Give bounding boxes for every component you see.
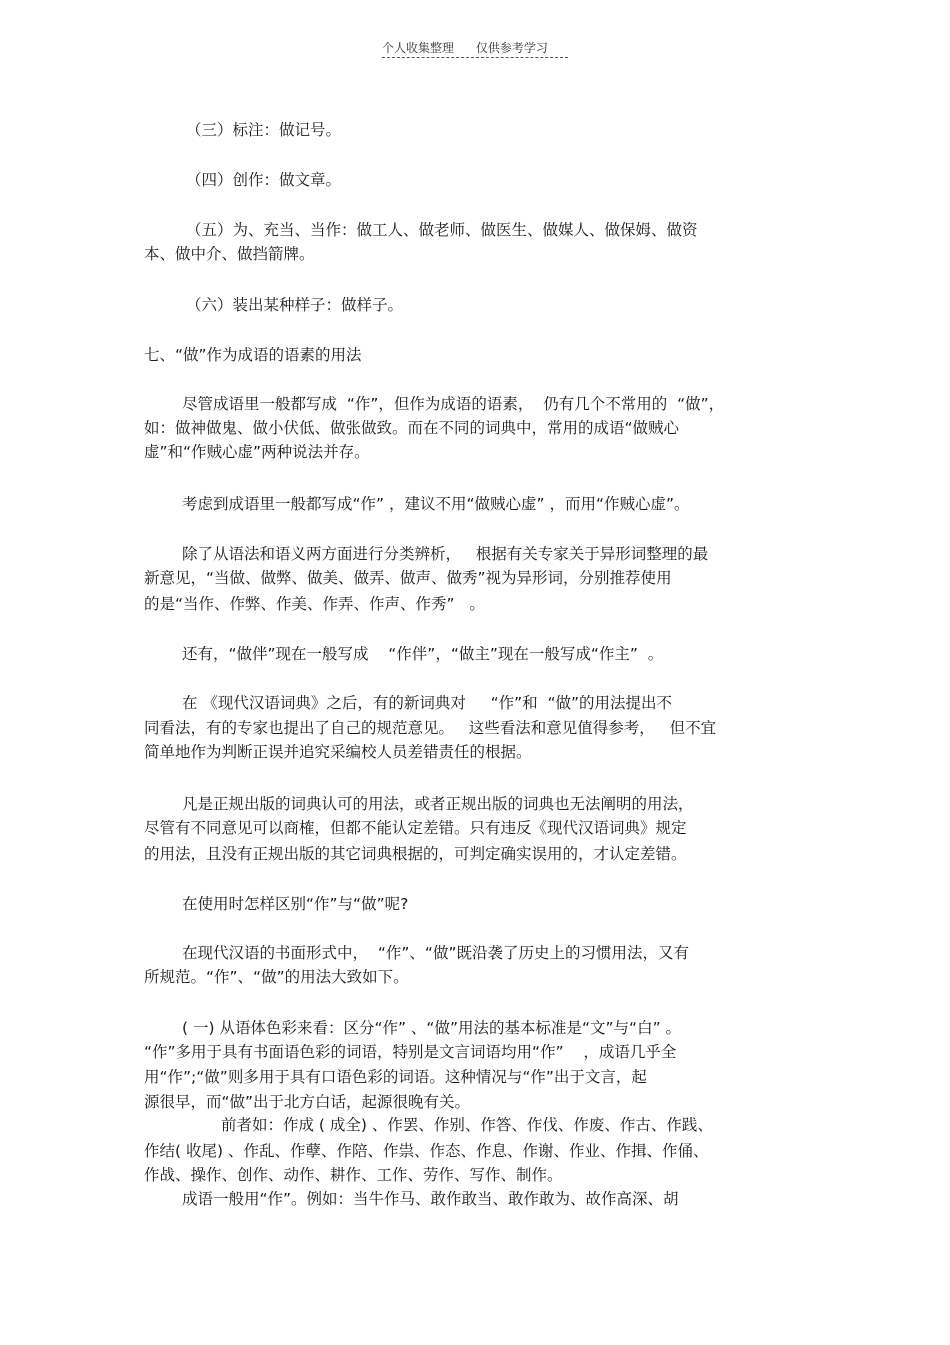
text-line: 的是“当作、作弊、作美、作弄、作声、作秀” 。: [144, 595, 485, 613]
page-header: [382, 40, 568, 58]
text-line: 考虑到成语里一般都写成“作” ，建议不用“做贼心虚” ，而用“作贼心虚”。: [182, 495, 690, 513]
text-line: 作结( 收尾) 、作乱、作孽、作陪、作祟、作态、作息、作谢、作业、作揖、作俑、: [144, 1142, 709, 1160]
text-line: ( 一) 从语体色彩来看：区分“作” 、“做”用法的基本标准是“文”与“白” 。: [182, 1019, 682, 1037]
text-line: 在使用时怎样区别“作”与“做”呢?: [182, 895, 409, 913]
text-line: 成语一般用“作”。例如：当牛作马、敢作敢当、敢作敢为、故作高深、胡: [182, 1190, 679, 1208]
text-line: 在 《现代汉语词典》之后，有的新词典对 “作”和 “做”的用法提出不: [182, 694, 673, 712]
text-line: 新意见，“当做、做弊、做美、做弄、做声、做秀”视为异形词，分别推荐使用: [144, 569, 672, 587]
text-line: 在现代汉语的书面形式中， “作”、“做”既沿袭了历史上的习惯用法，又有: [182, 944, 689, 962]
text-line: “作”多用于具有书面语色彩的词语，特别是文言词语均用“作” ，成语几乎全: [144, 1043, 677, 1061]
text-line: 源很早，而“做”出于北方白话，起源很晚有关。: [144, 1093, 471, 1111]
section-heading: 七、“做”作为成语的语素的用法: [144, 346, 362, 364]
text-line: 如：做神做鬼、做小伏低、做张做致。而在不同的词典中，常用的成语“做贼心: [144, 419, 680, 437]
text-line: （四）创作：做文章。: [186, 171, 342, 189]
text-line: 简单地作为判断正误并追究采编校人员差错责任的根据。: [144, 743, 532, 761]
text-line: （三）标注：做记号。: [186, 121, 342, 139]
text-line: 凡是正规出版的词典认可的用法，或者正规出版的词典也无法阐明的用法，: [182, 795, 694, 813]
text-line: 用“作”;“做”则多用于具有口语色彩的词语。这种情况与“作”出于文言，起: [144, 1068, 647, 1086]
header-left-text: 个人收集整理: [382, 41, 455, 55]
text-line: 所规范。“作”、“做”的用法大致如下。: [144, 968, 409, 986]
text-line: 尽管有不同意见可以商榷，但都不能认定差错。只有违反《现代汉语词典》规定: [144, 819, 687, 837]
text-line: 除了从语法和语义两方面进行分类辨析， 根据有关专家关于异形词整理的最: [182, 545, 709, 563]
text-line: （五）为、充当、当作：做工人、做老师、做医生、做媒人、做保姆、做资: [186, 221, 698, 239]
text-line: 前者如：作成 ( 成全) 、作罢、作别、作答、作伐、作废、作古、作践、: [221, 1116, 713, 1134]
text-line: 本、做中介、做挡箭牌。: [144, 245, 315, 263]
text-line: 还有，“做伴”现在一般写成 “作伴”，“做主”现在一般写成“作主” 。: [182, 645, 664, 663]
text-line: 同看法，有的专家也提出了自己的规范意见。 这些看法和意见值得参考， 但不宜: [144, 719, 717, 737]
text-line: 作战、操作、创作、动作、耕作、工作、劳作、写作、制作。: [144, 1166, 563, 1184]
text-line: 的用法，且没有正规出版的其它词典根据的，可判定确实误用的，才认定差错。: [144, 845, 687, 863]
text-line: 尽管成语里一般都写成 “作”，但作为成语的语素， 仍有几个不常用的 “做”，: [182, 395, 725, 413]
text-line: （六）装出某种样子：做样子。: [186, 296, 404, 314]
header-right-text: 仅供参考学习: [475, 41, 548, 55]
text-line: 虚”和“作贼心虚”两种说法并存。: [144, 443, 370, 461]
